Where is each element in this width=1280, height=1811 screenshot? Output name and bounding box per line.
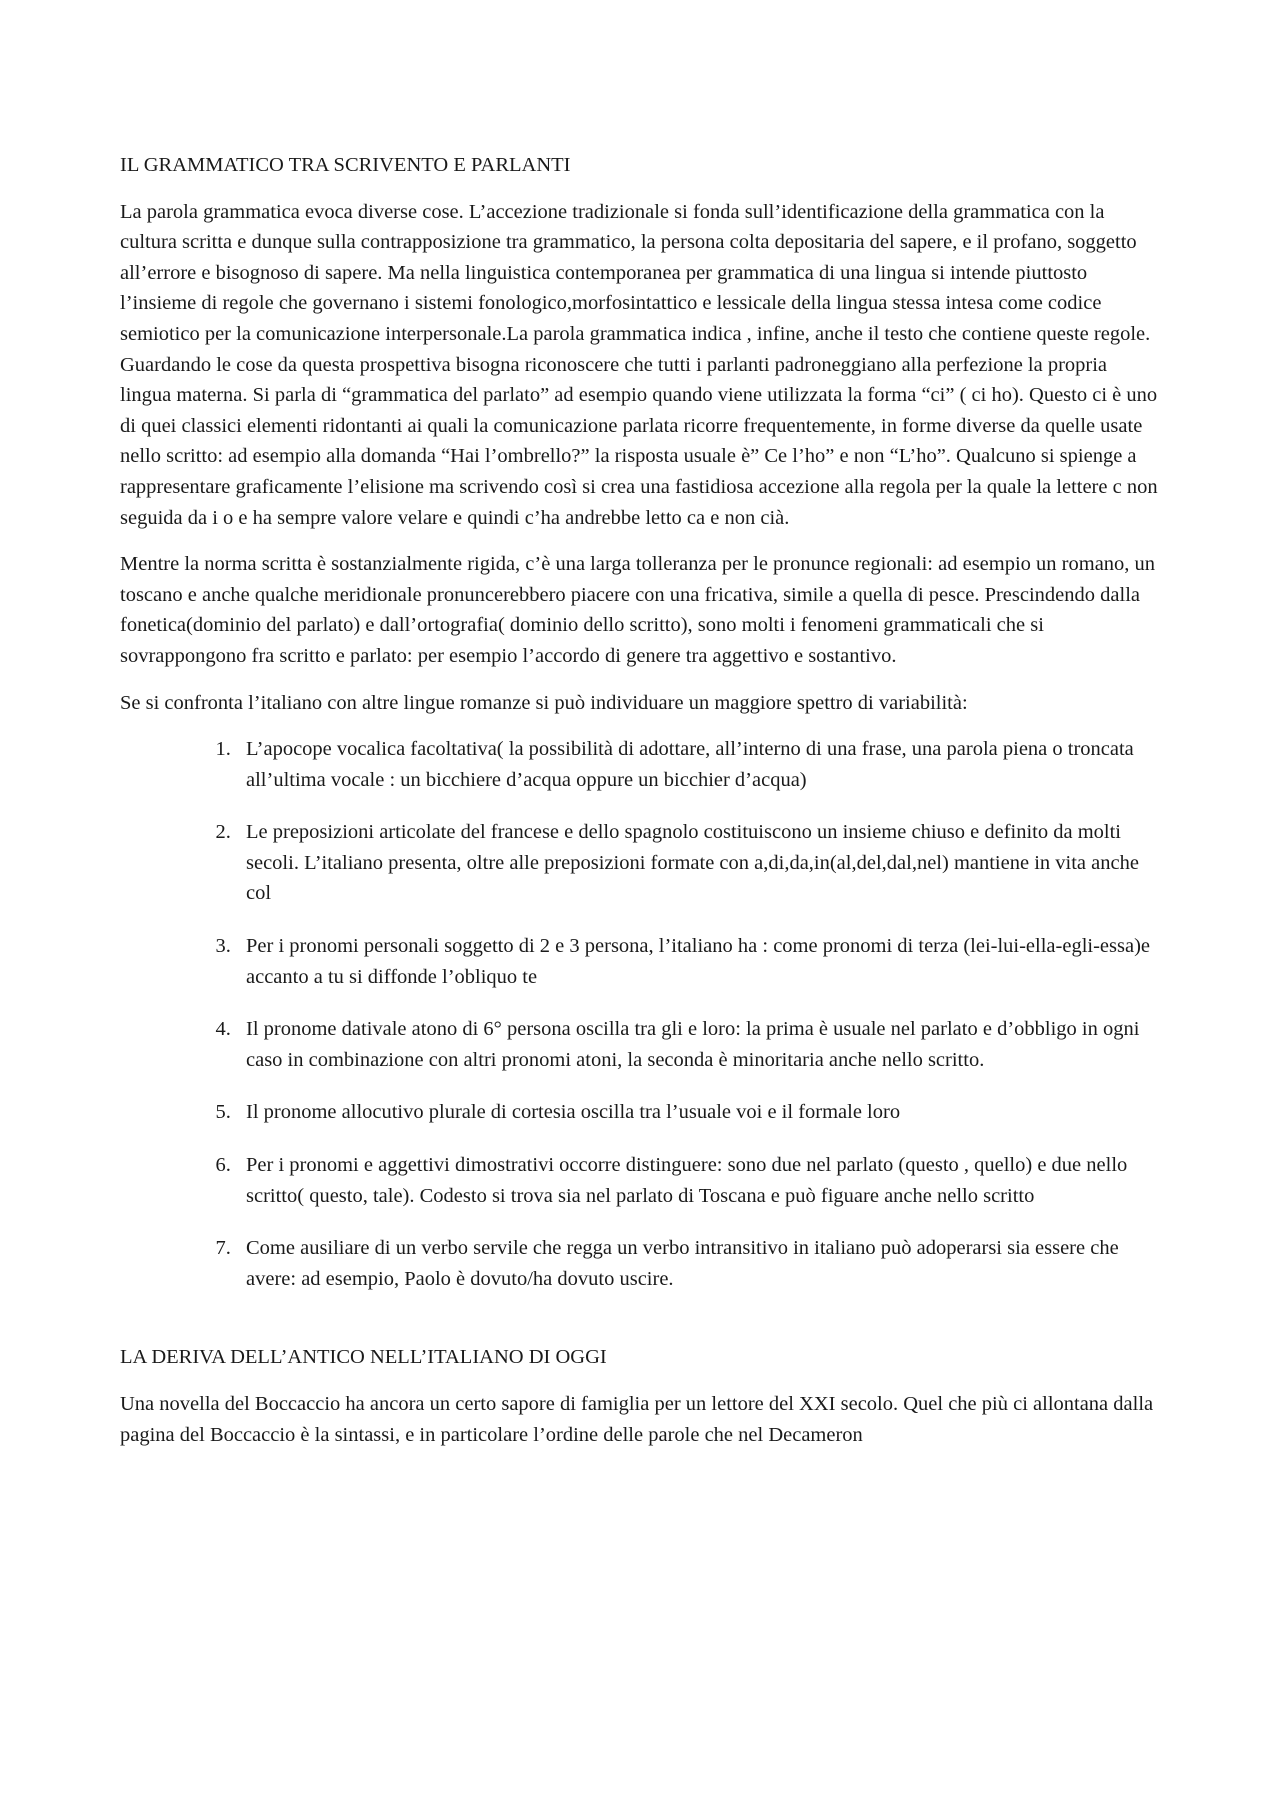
numbered-list — [120, 734, 1160, 1294]
list-item: 4. Il pronome dativale atono di 6° persona oscilla tra gli e loro: la prima è usuale nel parlato e d’obbligo in ogni caso in combinazione con altri pronomi atoni, la seconda è minoritaria anche nello scritto. — [236, 1014, 1160, 1075]
section-heading: LA DERIVA DELL’ANTICO NELL’ITALIANO DI OGGI — [120, 1346, 607, 1369]
document-page — [120, 150, 1160, 1466]
paragraph: Una novella del Boccaccio ha ancora un certo sapore di famiglia per un lettore del XXI secolo. Quel che più ci allontana dalla pagina del Boccaccio è la sintassi, e in particolare l’ordine delle parole che nel Decameron — [120, 1393, 1154, 1446]
list-item: 5. Il pronome allocutivo plurale di cortesia oscilla tra l’usuale voi e il formale loro — [236, 1097, 1160, 1128]
list-item: 7. Come ausiliare di un verbo servile che regga un verbo intransitivo in italiano può adoperarsi sia essere che avere: ad esempio, Paolo è dovuto/ha dovuto uscire. — [236, 1233, 1160, 1294]
paragraph: La parola grammatica evoca diverse cose. L’accezione tradizionale si fonda sull’identificazione della grammatica con la cultura scritta e dunque sulla contrapposizione tra grammatico, la persona colta depositaria del sapere, e il profano, soggetto all’errore e bisognoso di sapere. Ma nella linguistica contemporanea per grammatica di una lingua si intende piuttosto l’insieme di regole che governano i sistemi fonologico,morfosintattico e lessicale della lingua stessa intesa come codice semiotico per la comunicazione interpersonale.La parola grammatica indica , infine, anche il testo che contiene queste regole. Guardando le cose da questa prospettiva bisogna riconoscere che tutti i parlanti padroneggiano alla perfezione la propria lingua materna. Si parla di “grammatica del parlato” ad esempio quando viene utilizzata la forma “ci” ( ci ho). Questo ci è uno di quei classici elementi ridontanti ai quali la comunicazione parlata ricorre frequentemente, in forme diverse da quelle usate nello scritto: ad esempio alla domanda “Hai l’ombrello?” la risposta usuale è” Ce l’ho” e non “L’ho”. Qualcuno si spienge a rappresentare graficamente l’elisione ma scrivendo così si crea una fastidiosa accezione alla regola per la quale la lettere c non seguida da i o e ha sempre valore velare e quindi c’ha andrebbe letto ca e non cià. — [120, 200, 1158, 529]
list-item: 1. L’apocope vocalica facoltativa( la possibilità di adottare, all’interno di una frase, una parola piena o troncata all’ultima vocale : un bicchiere d’acqua oppure un bicchier d’acqua) — [236, 734, 1160, 795]
section-heading: IL GRAMMATICO TRA SCRIVENTO E PARLANTI — [120, 154, 571, 176]
list-item: 3. Per i pronomi personali soggetto di 2 e 3 persona, l’italiano ha : come pronomi di terza (lei-lui-ella-egli-essa)e accanto a tu si diffonde l’obliquo te — [236, 931, 1160, 992]
list-item: 2. Le preposizioni articolate del francese e dello spagnolo costituiscono un insieme chiuso e definito da molti secoli. L’italiano presenta, oltre alle preposizioni formate con a,di,da,in(al,del,dal,nel) mantiene in vita anche col — [236, 817, 1160, 909]
list-item: 6. Per i pronomi e aggettivi dimostrativi occorre distinguere: sono due nel parlato (questo , quello) e due nello scritto( questo, tale). Codesto si trova sia nel parlato di Toscana e può figuare anche nello scritto — [236, 1150, 1160, 1211]
paragraph: Mentre la norma scritta è sostanzialmente rigida, c’è una larga tolleranza per le pronunce regionali: ad esempio un romano, un toscano e anche qualche meridionale pronuncerebbero piacere con una fricativa, simile a quella di pesce. Prescindendo dalla fonetica(dominio del parlato) e dall’ortografia( dominio dello scritto), sono molti i fenomeni grammaticali che si sovrappongono fra scritto e parlato: per esempio l’accordo di genere tra aggettivo e sostantivo. — [120, 553, 1156, 667]
paragraph: Se si confronta l’italiano con altre lingue romanze si può individuare un maggiore spettro di variabilità: — [120, 691, 968, 714]
